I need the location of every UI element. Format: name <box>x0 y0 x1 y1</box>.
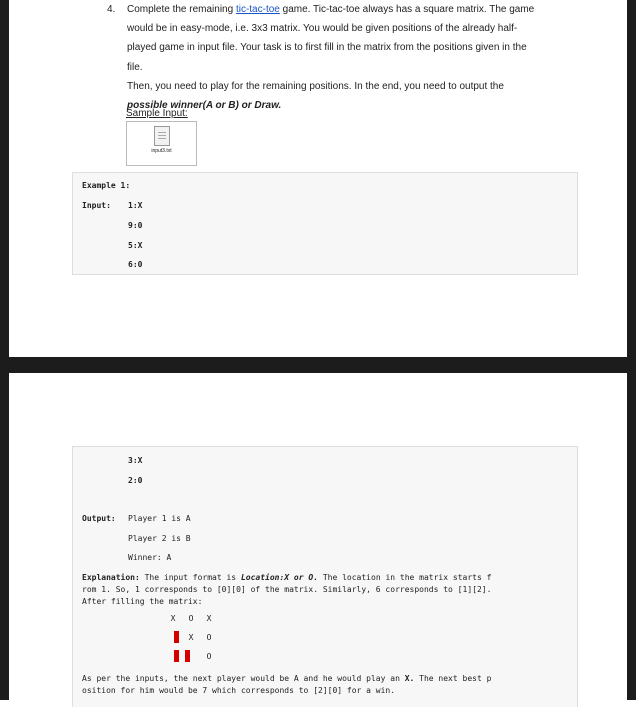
matrix-cell: O <box>206 652 212 661</box>
input-line: 2:0 <box>128 476 143 485</box>
output-line: Player 2 is B <box>128 534 191 543</box>
input-line: 6:0 <box>128 260 143 269</box>
file-icon <box>154 126 170 146</box>
matrix-cell: O <box>206 633 212 642</box>
question-line-6: possible winner(A or B) or Draw. <box>127 100 282 112</box>
empty-cell-marker <box>174 631 179 643</box>
matrix-cell: X <box>188 633 194 642</box>
output-label: Output: <box>82 514 116 523</box>
output-line: Winner: A <box>128 553 172 562</box>
empty-cell-marker <box>185 650 190 662</box>
sample-input-label: Sample Input: <box>126 108 188 119</box>
matrix-cell: X <box>206 614 212 623</box>
question-line-5: Then, you need to play for the remaining positions. In the end, you need to output the <box>127 80 504 92</box>
example-code-block-bottom <box>72 446 578 707</box>
explanation-line-2: rom 1. So, 1 corresponds to [0][0] of the matrix. Similarly, 6 corresponds to [1][2]. <box>82 585 492 594</box>
question-text <box>107 0 567 115</box>
attachment-filename: input3.txt <box>151 148 172 154</box>
explanation-line-1: Explanation: The input format is Location:X or O. The location in the matrix starts f <box>82 573 492 582</box>
question-line-3: played game in input file. Your task is to first fill in the matrix from the positions given in the <box>127 42 527 54</box>
example-title: Example 1: <box>82 181 131 190</box>
top-section <box>9 0 627 357</box>
attachment-input3[interactable] <box>126 121 197 166</box>
question-line-2: would be in easy-mode, i.e. 3x3 matrix. You would be given positions of the already half- <box>127 23 518 35</box>
frame-border-right <box>627 0 636 700</box>
page-separator <box>0 357 636 373</box>
final-line-1: As per the inputs, the next player would be A and he would play an X. The next best p <box>82 674 492 683</box>
input-label: Input: <box>82 201 111 210</box>
matrix-cell: X <box>170 614 176 623</box>
tic-tac-toe-link[interactable]: tic-tac-toe <box>235 4 280 15</box>
explanation-line-3: After filling the matrix: <box>82 597 203 606</box>
output-line: Player 1 is A <box>128 514 191 523</box>
input-line: 5:X <box>128 241 143 250</box>
input-line: 9:0 <box>128 221 143 230</box>
input-line: 1:X <box>128 201 143 210</box>
input-line: 3:X <box>128 456 143 465</box>
question-line-1: Complete the remaining tic-tac-toe game. Tic-tac-toe always has a square matrix. The game <box>127 4 535 15</box>
bottom-section <box>9 373 627 700</box>
question-line-4: file. <box>127 61 143 73</box>
matrix-cell: O <box>188 614 194 623</box>
example-code-block-top <box>72 172 578 275</box>
question-number: 4. <box>107 4 116 15</box>
empty-cell-marker <box>174 650 179 662</box>
frame-border-left <box>0 0 9 700</box>
final-line-2: osition for him would be 7 which corresponds to [2][0] for a win. <box>82 686 396 695</box>
